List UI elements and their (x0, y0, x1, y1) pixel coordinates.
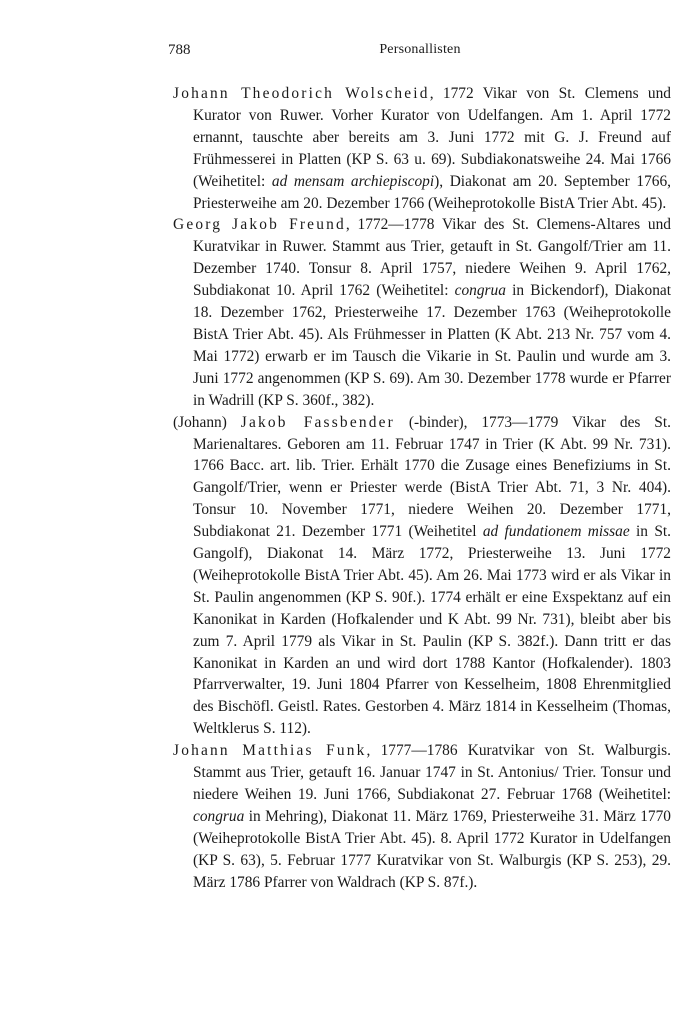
entry-name: Johann Theodorich Wolscheid (173, 85, 430, 102)
list-entry (173, 412, 671, 741)
entry-text: , 1777—1786 Kuratvikar von St. Walburgis. Stammt aus Trier, getauft 16. Januar 1747 in St. Antonius/ Trier. Tonsur und niedere Weihen 19. Juni 1766, Subdiakonat 27. Februar 1768 (Weihetitel: (193, 742, 671, 803)
entry-text: in Mehring), Diakonat 11. März 1769, Priesterweihe 31. März 1770 (Weiheprotokolle BistA Trier Abt. 45). 8. April 1772 Kurator in Udelfangen (KP S. 63), 5. Februar 1777 Kuratvikar von St. Walburgis (KP S. 253), 29. März 1786 Pfarrer von Waldrach (KP S. 87f.). (193, 807, 671, 891)
entry-name-prefix: (Johann) (173, 413, 241, 431)
entry-italic-term: ad fundationem missae (482, 523, 630, 541)
entry-text: , 1772—1778 Vikar des St. Clemens-Altares und Kuratvikar in Ruwer. Stammt aus Trier, getauft in St. Gangolf/Trier am 11. Dezember 1740. Tonsur 8. April 1757, niedere Weihen 9. April 1762, Subdiakonat 10. April 1762 (Weihetitel: (193, 216, 671, 300)
entry-name: Johann Matthias Funk (173, 742, 367, 760)
entry-name: Georg Jakob Freund (173, 216, 346, 234)
page-header (168, 42, 672, 66)
personnel-list (173, 83, 671, 894)
entry-italic-term: congrua (454, 282, 506, 300)
running-title: Personallisten (379, 42, 461, 57)
page-number: 788 (168, 42, 191, 58)
entry-text: in Bickendorf), Diakonat 18. Dezember 1762, Priesterweihe 17. Dezember 1763 (Weiheprotokolle BistA Trier Abt. 45). Als Frühmesser in Platten (K Abt. 213 Nr. 757 vom 4. Mai 1772) erwarb er im Tausch die Vikarie in St. Paulin und wurde am 3. Juni 1772 angenommen (KP S. 69). Am 30. Dezember 1778 wurde er Pfarrer in Wadrill (KP S. 360f., 382). (193, 282, 672, 409)
list-entry (173, 83, 671, 214)
entry-name: Jakob Fassbender (240, 413, 395, 431)
entry-italic-term: congrua (193, 807, 245, 825)
entry-italic-term: ad mensam archiepiscopi (271, 172, 435, 190)
entry-text: in St. Gangolf), Diakonat 14. März 1772, Priesterweihe 13. Juni 1772 (Weiheprotokolle BistA Trier Abt. 45). Am 26. Mai 1773 wird er als Vikar in St. Paulin angenommen (KP S. 90f.). 1774 erhält er eine Exspektanz auf ein Kanonikat in Karden (Hofkalender und K Abt. 99 Nr. 731), bleibt aber bis zum 7. April 1779 als Vikar in St. Paulin (KP S. 382f.). Dann tritt er das Kanonikat in Karden an und wird dort 1788 Kantor (Hofkalender). 1803 Pfarrverwalter, 19. Juni 1804 Pfarrer von Kesselheim, 1808 Ehrenmitglied des Bischöfl. Geistl. Rates. Gestorben 4. März 1814 in Kesselheim (Thomas, Weltklerus S. 112). (193, 523, 672, 738)
list-entry (173, 214, 671, 411)
list-entry (173, 740, 671, 893)
entry-text: , 1772 Vikar von St. Clemens und Kurator von Ruwer. Vorher Kurator von Udelfangen. Am 1. April 1772 ernannt, tauschte aber bereits am 3. Juni 1772 mit G. J. Freund auf Frühmesserei in Platten (KP S. 63 u. 69). Subdiakonatsweihe 24. Mai 1766 (Weihetitel: (193, 85, 671, 190)
entry-text: (-binder), 1773—1779 Vikar des St. Marienaltares. Geboren am 11. Februar 1747 in Trier (K Abt. 99 Nr. 731). 1766 Bacc. art. lib. Trier. Erhält 1770 die Zusage eines Benefiziums in St. Gangolf/Trier, wenn er Priester werde (BistA Trier Abt. 71, 3 Nr. 404). Tonsur 10. November 1771, niedere Weihen 20. Dezember 1771, Subdiakonat 21. Dezember 1771 (Weihetitel (193, 413, 671, 541)
entry-text: ), Diakonat am 20. September 1766, Priesterweihe am 20. Dezember 1766 (Weiheprotokolle BistA Trier Abt. 45). (193, 172, 671, 212)
